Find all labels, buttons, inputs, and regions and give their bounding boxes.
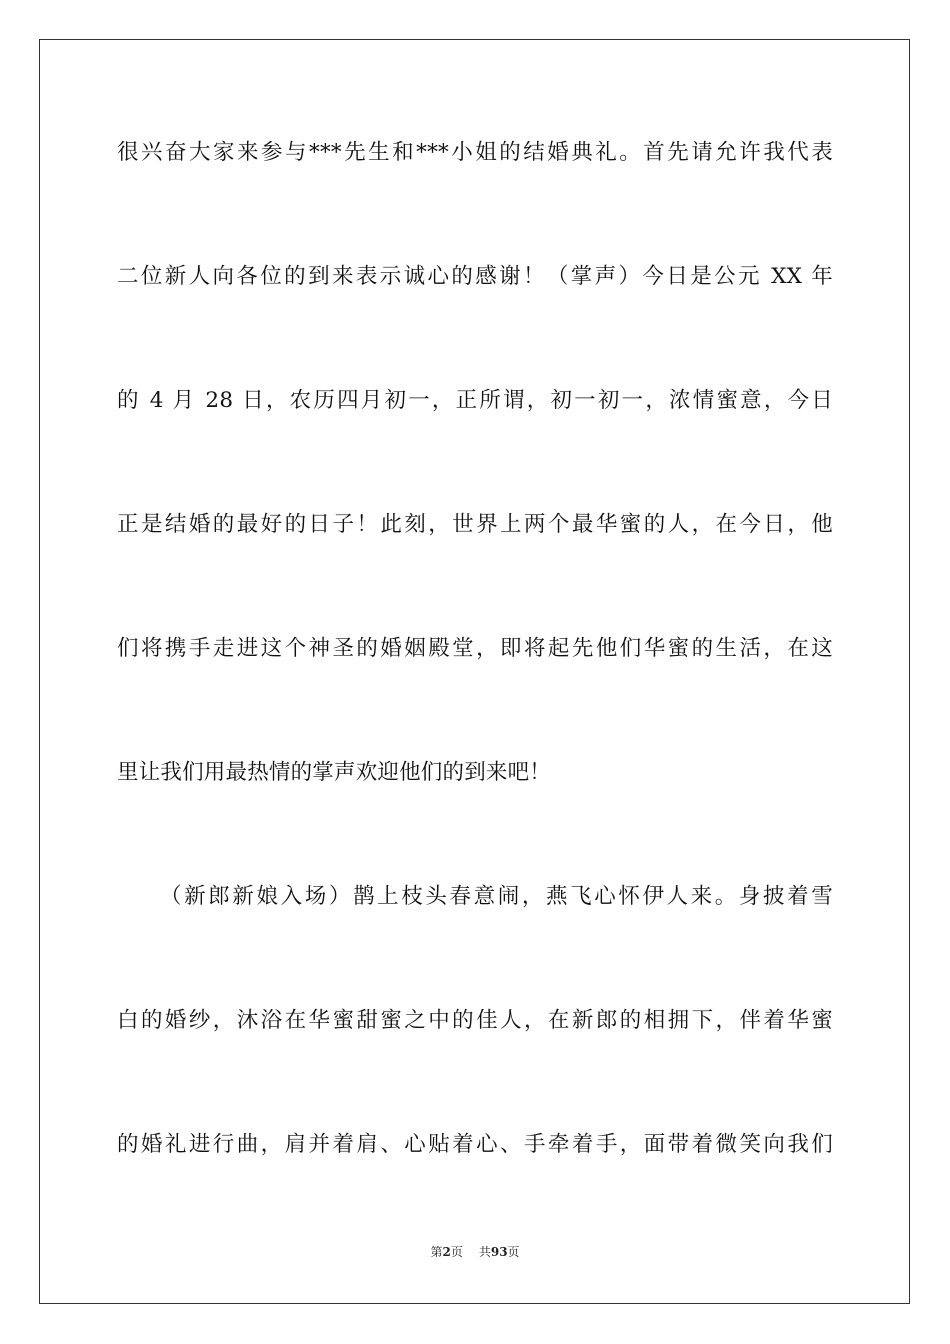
page-prefix: 第 xyxy=(430,1245,443,1259)
body-text-line-9: 的婚礼进行曲，肩并着肩、心贴着心、手牵着手，面带着微笑向我们 xyxy=(117,1132,833,1157)
total-suffix: 页 xyxy=(507,1245,520,1259)
body-text-line-4: 正是结婚的最好的日子！此刻，世界上两个最华蜜的人，在今日，他 xyxy=(117,512,833,537)
body-text-line-7: （新郎新娘入场）鹊上枝头春意闹，燕飞心怀伊人来。身披着雪 xyxy=(160,884,833,909)
page-footer xyxy=(0,1244,950,1260)
body-text-line-1: 很兴奋大家来参与***先生和***小姐的结婚典礼。首先请允许我代表 xyxy=(117,140,833,165)
page-number: 2 xyxy=(442,1245,451,1259)
page-suffix: 页 xyxy=(450,1245,463,1259)
total-pages: 93 xyxy=(490,1245,508,1259)
body-text-line-8: 白的婚纱，沐浴在华蜜甜蜜之中的佳人，在新郎的相拥下，伴着华蜜 xyxy=(117,1008,833,1033)
body-text-line-3: 的 4 月 28 日，农历四月初一，正所谓，初一初一，浓情蜜意，今日 xyxy=(117,388,833,413)
body-text-line-2: 二位新人向各位的到来表示诚心的感谢！（掌声）今日是公元 XX 年 xyxy=(117,264,833,289)
body-text-line-5: 们将携手走进这个神圣的婚姻殿堂，即将起先他们华蜜的生活，在这 xyxy=(117,636,833,661)
body-text-line-6: 里让我们用最热情的掌声欢迎他们的到来吧！ xyxy=(117,760,552,785)
page-frame xyxy=(39,39,910,1304)
total-prefix: 共 xyxy=(478,1245,491,1259)
